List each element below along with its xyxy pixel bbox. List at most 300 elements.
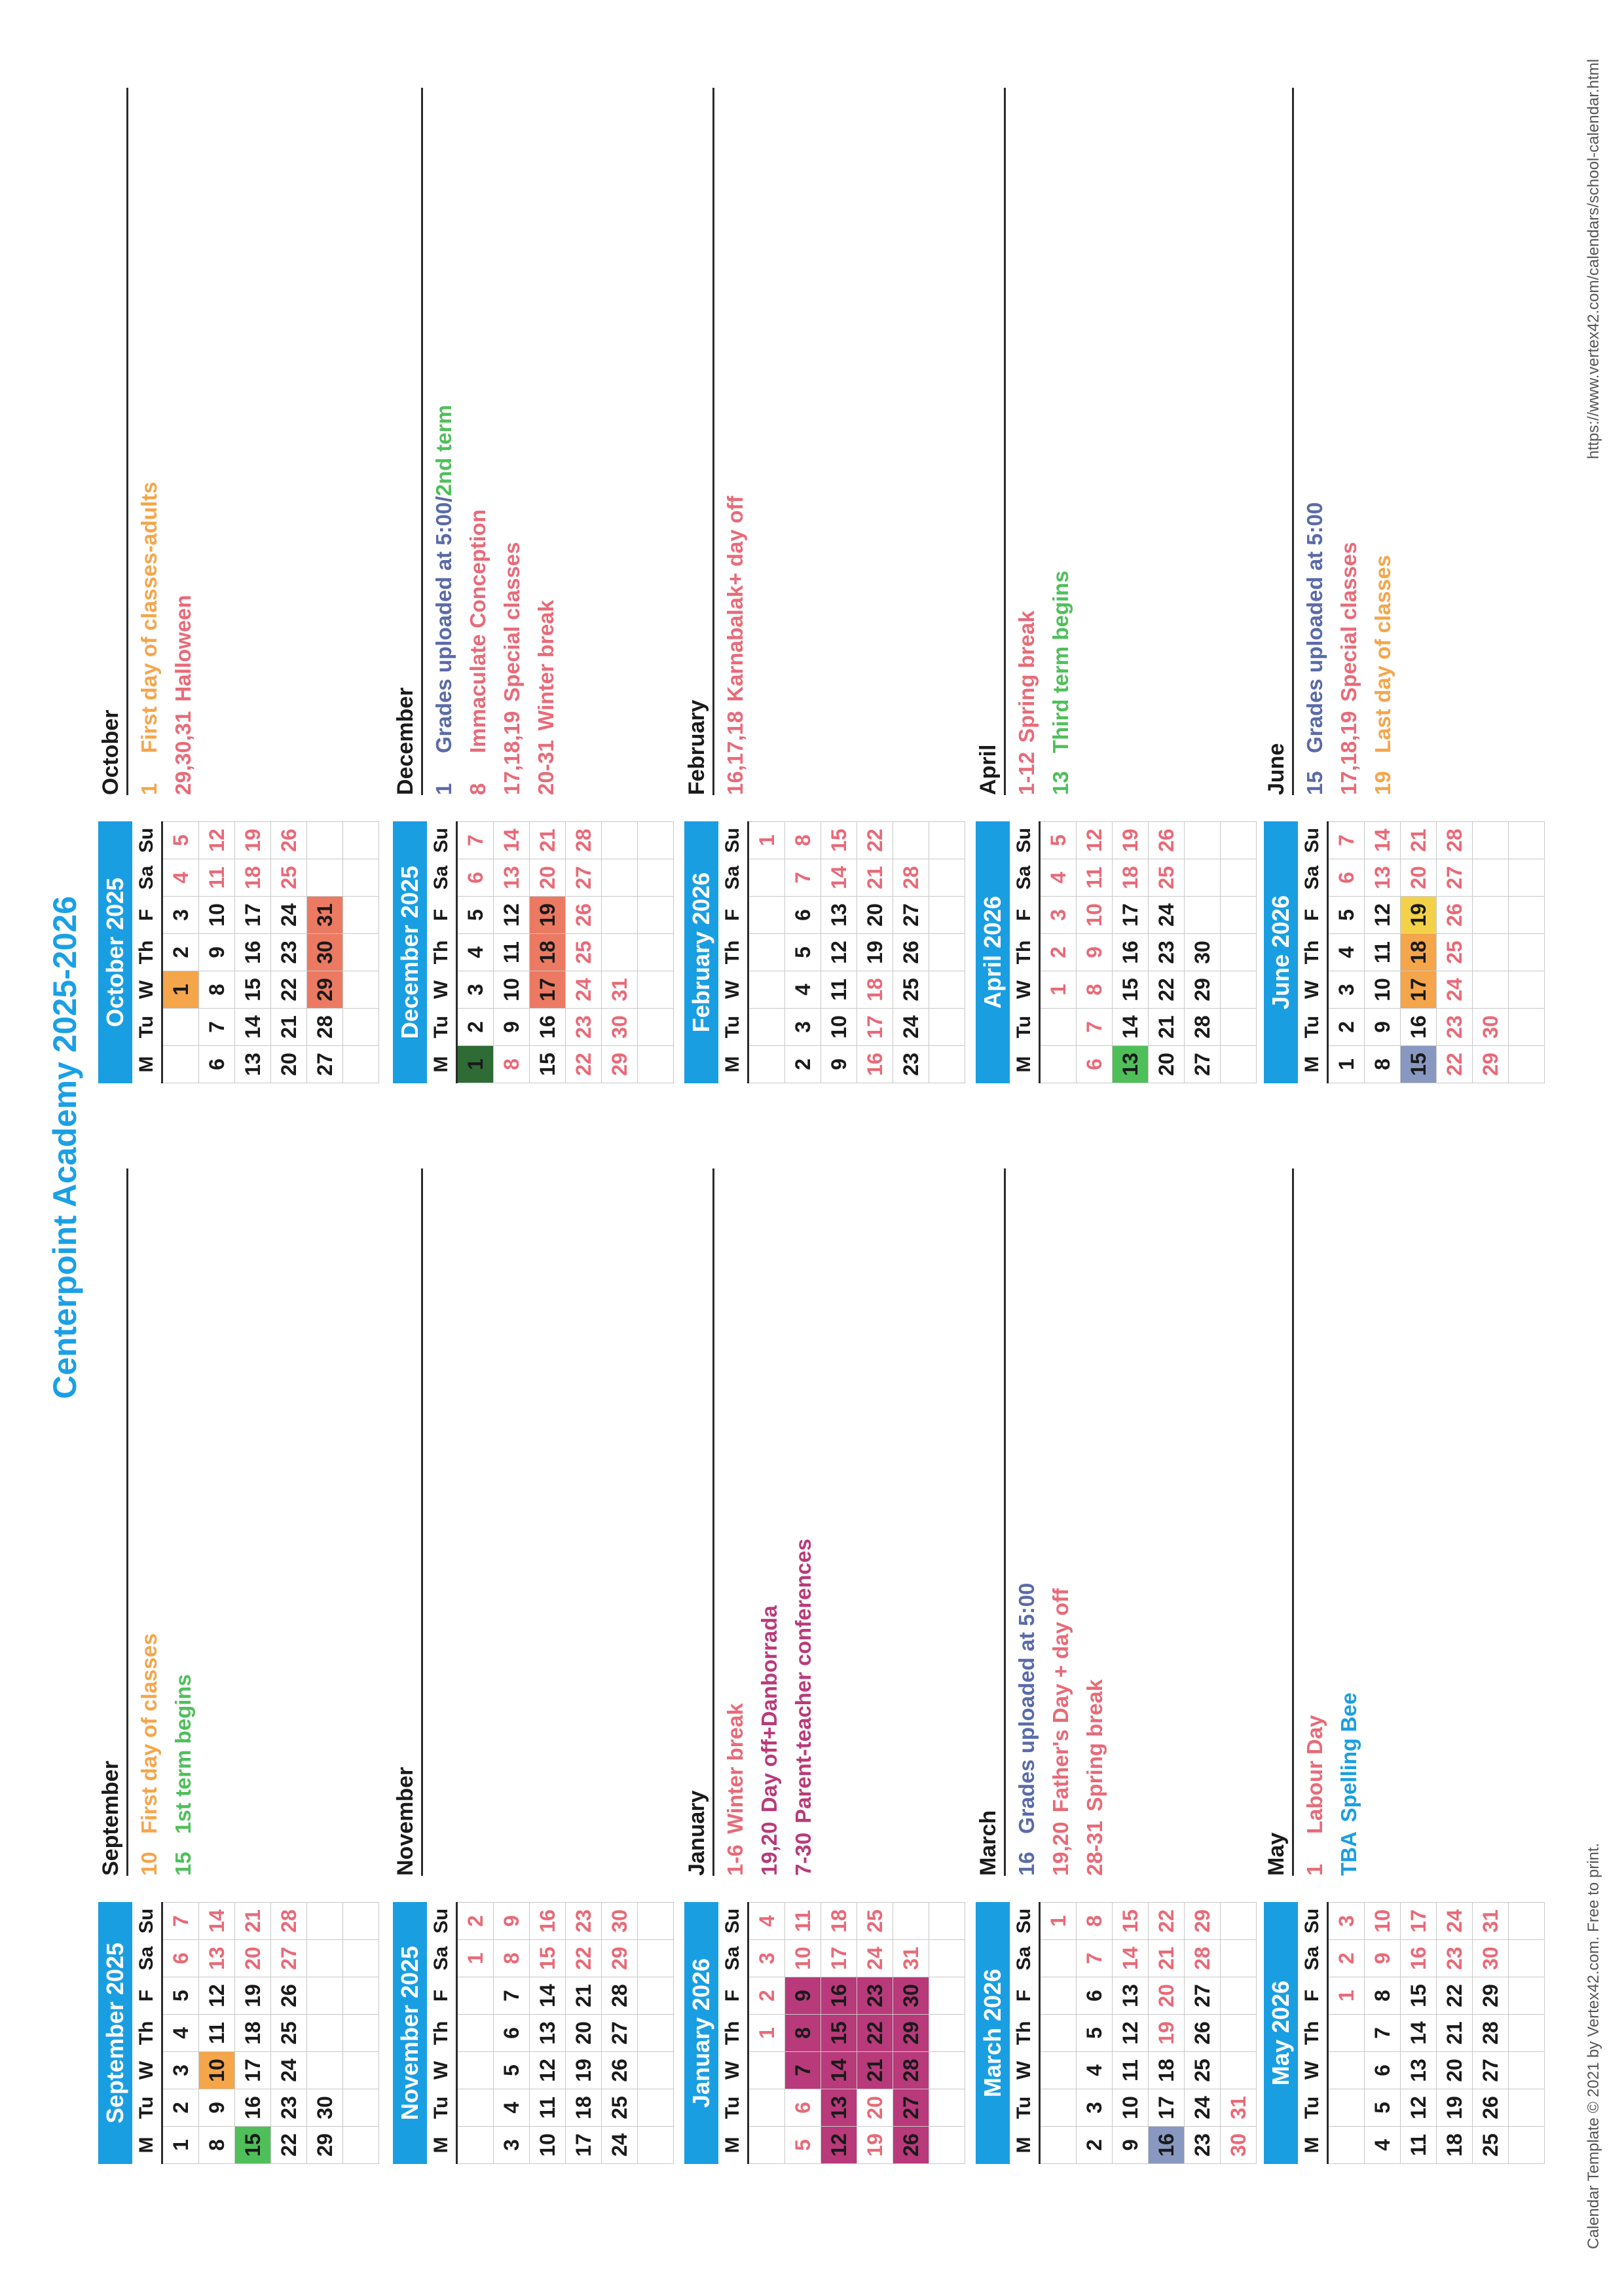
weekday-header: Tu (718, 2089, 748, 2127)
day-cell: 21 (235, 1903, 271, 1940)
day-cell (638, 897, 674, 934)
day-cell: 25 (893, 971, 929, 1009)
day-cell: 12 (821, 2127, 857, 2164)
weekday-header: Tu (1010, 2089, 1040, 2127)
calendar-jun (1264, 821, 1545, 1083)
day-cell: 4 (1077, 2052, 1113, 2089)
day-cell: 29 (602, 1046, 638, 1083)
day-cell (1040, 2089, 1077, 2127)
day-cell (602, 822, 638, 859)
month-notes-feb (684, 88, 752, 795)
day-cell: 6 (457, 859, 494, 897)
day-cell: 8 (1077, 971, 1113, 1009)
month-block-jun (1264, 35, 1552, 1083)
event-line (786, 1168, 821, 1876)
event-text: Winter break (534, 599, 558, 731)
day-cell: 5 (494, 2052, 530, 2089)
day-cell: 18 (857, 971, 893, 1009)
event-line (132, 1168, 166, 1876)
day-cell (1328, 2015, 1365, 2052)
day-cell: 25 (602, 2089, 638, 2127)
notes-month-label: November (393, 1168, 423, 1876)
day-cell: 27 (893, 2089, 929, 2127)
weekday-header: Su (1298, 822, 1328, 859)
day-cell (1221, 1940, 1257, 1977)
weekday-header: Su (132, 1903, 162, 1940)
day-cell: 13 (821, 897, 857, 934)
day-cell (602, 859, 638, 897)
event-line (752, 1168, 786, 1876)
day-cell (929, 1940, 965, 1977)
footer-url[interactable]: https://www.vertex42.com/calendars/school-calendar.html (1585, 59, 1602, 459)
day-cell: 21 (271, 1009, 307, 1046)
day-cell: 16 (1401, 1940, 1437, 1977)
event-text: Spring break (1014, 610, 1039, 743)
day-cell (1040, 1977, 1077, 2015)
day-cell (893, 1903, 929, 1940)
day-cell: 2 (1077, 2127, 1113, 2164)
day-cell: 16 (530, 1903, 566, 1940)
day-cell: 20 (1437, 2052, 1473, 2089)
day-cell: 30 (602, 1009, 638, 1046)
event-text: Spelling Bee (1337, 1692, 1361, 1823)
day-cell: 5 (1040, 822, 1077, 859)
day-cell (1328, 2089, 1365, 2127)
day-cell: 9 (199, 2089, 235, 2127)
day-cell (1221, 897, 1257, 934)
day-cell: 5 (785, 2127, 821, 2164)
day-cell (1509, 934, 1545, 971)
day-cell: 12 (199, 822, 235, 859)
weekday-header: Tu (1010, 1009, 1040, 1046)
month-notes-mar (976, 1168, 1112, 1876)
month-block-may (1264, 1116, 1552, 2164)
day-cell: 31 (307, 897, 343, 934)
day-cell: 6 (1365, 2052, 1401, 2089)
weekday-header: Th (427, 934, 457, 971)
day-cell: 20 (235, 1940, 271, 1977)
notes-month-label: April (976, 88, 1006, 795)
day-cell (638, 1903, 674, 1940)
day-cell: 20 (857, 897, 893, 934)
day-cell: 7 (1365, 2015, 1401, 2052)
day-cell: 14 (530, 1977, 566, 2015)
day-cell (1509, 1977, 1545, 2015)
event-line (461, 88, 495, 795)
day-cell: 18 (566, 2089, 602, 2127)
weekday-header: Tu (132, 1009, 162, 1046)
day-cell: 23 (1185, 2127, 1221, 2164)
weekday-header: F (718, 897, 748, 934)
day-cell: 14 (821, 2052, 857, 2089)
day-cell: 25 (1473, 2127, 1509, 2164)
event-date: 8 (466, 783, 490, 795)
weekday-header: F (1298, 1977, 1328, 2015)
day-cell (1040, 1009, 1077, 1046)
day-cell (748, 859, 785, 897)
day-cell: 4 (748, 1903, 785, 1940)
day-cell: 27 (1437, 859, 1473, 897)
day-cell: 9 (1113, 2127, 1149, 2164)
event-date: 13 (1048, 771, 1073, 795)
day-cell: 12 (1365, 897, 1401, 934)
day-cell: 22 (1149, 971, 1185, 1009)
event-text: Grades uploaded at 5:00 (1302, 502, 1327, 753)
day-cell: 26 (602, 2052, 638, 2089)
weekday-header: Su (132, 822, 162, 859)
event-line (427, 88, 461, 795)
day-cell: 3 (748, 1940, 785, 1977)
day-cell (343, 1009, 379, 1046)
day-cell: 3 (162, 897, 199, 934)
day-cell: 5 (1077, 2015, 1113, 2052)
weekday-header: W (718, 2052, 748, 2089)
day-cell: 15 (821, 2015, 857, 2052)
day-cell: 27 (566, 859, 602, 897)
weekday-header: W (132, 971, 162, 1009)
day-cell: 4 (785, 971, 821, 1009)
calendar-nov (393, 1902, 674, 2164)
day-cell: 14 (1113, 1940, 1149, 1977)
calendar-jan (684, 1902, 965, 2164)
day-cell: 1 (1328, 1046, 1365, 1083)
day-cell (1328, 2052, 1365, 2089)
day-cell: 25 (566, 934, 602, 971)
day-cell: 26 (893, 2127, 929, 2164)
day-cell: 8 (785, 2015, 821, 2052)
day-cell: 9 (1365, 1009, 1401, 1046)
day-cell: 19 (857, 934, 893, 971)
day-cell: 31 (893, 1940, 929, 1977)
day-cell: 13 (199, 1940, 235, 1977)
calendar-feb (684, 821, 965, 1083)
day-cell: 26 (1473, 2089, 1509, 2127)
day-cell: 20 (1149, 1977, 1185, 2015)
day-cell: 12 (199, 1977, 235, 2015)
day-cell: 4 (494, 2089, 530, 2127)
day-cell: 21 (857, 859, 893, 897)
event-date: 17,18,19 (1337, 711, 1361, 795)
day-cell: 18 (821, 1903, 857, 1940)
event-line (1332, 1168, 1366, 1876)
weekday-header: Th (1298, 2015, 1328, 2052)
day-cell (638, 1940, 674, 1977)
event-text: Father's Day + day off (1048, 1588, 1073, 1813)
day-cell: 11 (1365, 934, 1401, 971)
day-cell (638, 859, 674, 897)
day-cell: 11 (494, 934, 530, 971)
day-cell (343, 859, 379, 897)
month-block-dec (393, 35, 681, 1083)
day-cell: 2 (785, 1046, 821, 1083)
day-cell: 2 (1328, 1940, 1365, 1977)
weekday-header: F (1010, 897, 1040, 934)
day-cell (1221, 934, 1257, 971)
day-cell: 29 (893, 2015, 929, 2052)
day-cell: 6 (1328, 859, 1365, 897)
day-cell: 21 (530, 822, 566, 859)
event-date: 1 (1302, 1863, 1327, 1876)
day-cell: 22 (1149, 1903, 1185, 1940)
event-text: Labour Day (1302, 1715, 1327, 1834)
day-cell: 13 (1113, 1977, 1149, 2015)
month-notes-nov (393, 1168, 427, 1876)
day-cell: 25 (1149, 859, 1185, 897)
day-cell: 5 (162, 1977, 199, 2015)
day-cell (1509, 1903, 1545, 1940)
day-cell (748, 2089, 785, 2127)
day-cell: 17 (530, 971, 566, 1009)
day-cell: 18 (1149, 2052, 1185, 2089)
day-cell: 29 (1473, 1977, 1509, 2015)
weekday-header: M (1010, 2127, 1040, 2164)
day-cell: 8 (199, 971, 235, 1009)
day-cell: 26 (271, 822, 307, 859)
weekday-header: Su (1298, 1903, 1328, 1940)
day-cell (929, 822, 965, 859)
day-cell (1040, 2127, 1077, 2164)
month-title: January 2026 (684, 1902, 718, 2164)
day-cell (1221, 2015, 1257, 2052)
day-cell: 10 (530, 2127, 566, 2164)
day-cell: 25 (1437, 934, 1473, 971)
day-cell: 17 (1149, 2089, 1185, 2127)
weekday-header: Th (427, 2015, 457, 2052)
day-cell (1473, 971, 1509, 1009)
month-notes-jun (1264, 88, 1400, 795)
day-cell: 26 (566, 897, 602, 934)
month-title: February 2026 (684, 821, 718, 1083)
day-cell: 15 (821, 822, 857, 859)
day-cell (1185, 859, 1221, 897)
day-cell: 26 (893, 934, 929, 971)
day-cell: 23 (1149, 934, 1185, 971)
day-cell: 24 (1185, 2089, 1221, 2127)
day-cell: 30 (893, 1977, 929, 2015)
day-cell: 6 (199, 1046, 235, 1083)
event-date: 10 (137, 1852, 161, 1876)
day-cell: 21 (1149, 1009, 1185, 1046)
event-text: First day of classes (137, 1633, 161, 1834)
weekday-header: Tu (1298, 2089, 1328, 2127)
day-cell (638, 934, 674, 971)
day-cell: 2 (1040, 934, 1077, 971)
day-cell (343, 1903, 379, 1940)
day-cell: 10 (821, 1009, 857, 1046)
day-cell: 28 (566, 822, 602, 859)
day-cell: 8 (785, 822, 821, 859)
day-cell: 7 (785, 859, 821, 897)
day-cell: 16 (1149, 2127, 1185, 2164)
month-title: June 2026 (1264, 821, 1298, 1083)
day-cell: 2 (457, 1009, 494, 1046)
day-cell: 17 (1113, 897, 1149, 934)
day-cell: 25 (271, 2015, 307, 2052)
month-notes-oct (98, 88, 200, 795)
day-cell (638, 2015, 674, 2052)
day-cell: 28 (1185, 1009, 1221, 1046)
day-cell: 24 (1437, 971, 1473, 1009)
day-cell (162, 1009, 199, 1046)
day-cell: 17 (566, 2127, 602, 2164)
day-cell: 16 (235, 2089, 271, 2127)
event-text: Special classes (1337, 542, 1361, 702)
day-cell: 29 (602, 1940, 638, 1977)
day-cell: 25 (1185, 2052, 1221, 2089)
weekday-header: W (1298, 2052, 1328, 2089)
day-cell: 1 (457, 1940, 494, 1977)
month-title: December 2025 (393, 821, 427, 1083)
event-text: Grades uploaded at 5:00/ (432, 496, 456, 753)
weekday-header: Th (1010, 2015, 1040, 2052)
day-cell (929, 2015, 965, 2052)
day-cell: 19 (1401, 897, 1437, 934)
day-cell (1185, 822, 1221, 859)
weekday-header: Sa (132, 859, 162, 897)
calendar-apr (976, 821, 1257, 1083)
day-cell: 11 (1113, 2052, 1149, 2089)
day-cell: 23 (893, 1046, 929, 1083)
day-cell: 6 (1077, 1046, 1113, 1083)
event-date: TBA (1337, 1831, 1361, 1876)
event-date: 1 (432, 783, 456, 795)
day-cell: 23 (566, 1009, 602, 1046)
day-cell: 1 (1328, 1977, 1365, 2015)
day-cell: 8 (1365, 1046, 1401, 1083)
day-cell (1473, 822, 1509, 859)
day-cell (929, 1009, 965, 1046)
day-cell (307, 2015, 343, 2052)
day-cell: 10 (494, 971, 530, 1009)
day-cell: 28 (1437, 822, 1473, 859)
event-date: 19 (1371, 771, 1395, 795)
day-cell (1221, 1903, 1257, 1940)
day-cell (638, 1046, 674, 1083)
day-cell: 1 (162, 2127, 199, 2164)
event-date: 20-31 (534, 739, 558, 795)
day-cell: 2 (748, 1977, 785, 2015)
day-cell: 30 (307, 934, 343, 971)
day-cell: 8 (1077, 1903, 1113, 1940)
weekday-header: Su (718, 1903, 748, 1940)
day-cell: 28 (1185, 1940, 1221, 1977)
day-cell: 14 (1113, 1009, 1149, 1046)
event-text: 1st term begins (171, 1674, 195, 1834)
day-cell: 20 (530, 859, 566, 897)
day-cell: 7 (457, 822, 494, 859)
day-cell (1509, 897, 1545, 934)
day-cell (1185, 897, 1221, 934)
weekday-header: W (427, 971, 457, 1009)
day-cell (343, 971, 379, 1009)
day-cell (748, 1009, 785, 1046)
event-line (1010, 1168, 1044, 1876)
event-text: Winter break (723, 1703, 747, 1834)
day-cell (343, 2127, 379, 2164)
day-cell: 30 (1185, 934, 1221, 971)
day-cell: 23 (857, 1977, 893, 2015)
day-cell: 8 (199, 2127, 235, 2164)
weekday-header: Th (1298, 934, 1328, 971)
day-cell: 4 (1328, 934, 1365, 971)
day-cell (748, 2127, 785, 2164)
weekday-header: F (132, 1977, 162, 2015)
day-cell: 7 (785, 2052, 821, 2089)
day-cell: 24 (602, 2127, 638, 2164)
day-cell: 15 (1113, 971, 1149, 1009)
day-cell: 16 (1113, 934, 1149, 971)
day-cell: 1 (748, 822, 785, 859)
weekday-header: W (1010, 971, 1040, 1009)
day-cell (343, 1977, 379, 2015)
day-cell: 29 (1185, 971, 1221, 1009)
event-line (1366, 88, 1400, 795)
day-cell (748, 2052, 785, 2089)
day-cell: 2 (162, 934, 199, 971)
day-cell: 19 (530, 897, 566, 934)
day-cell: 28 (602, 1977, 638, 2015)
day-cell: 14 (1401, 2015, 1437, 2052)
day-cell: 7 (162, 1903, 199, 1940)
day-cell (1221, 822, 1257, 859)
day-cell: 13 (530, 2015, 566, 2052)
month-title: April 2026 (976, 821, 1010, 1083)
event-line (166, 88, 200, 795)
day-cell (343, 897, 379, 934)
day-cell: 29 (1473, 1046, 1509, 1083)
day-cell: 28 (893, 2052, 929, 2089)
day-cell (343, 934, 379, 971)
event-text-secondary: 2nd term (432, 405, 456, 496)
day-cell: 18 (235, 859, 271, 897)
weekday-header: W (1010, 2052, 1040, 2089)
day-cell: 16 (857, 1046, 893, 1083)
day-cell: 13 (494, 859, 530, 897)
calendar-dec (393, 821, 674, 1083)
month-title: May 2026 (1264, 1902, 1298, 2164)
day-cell: 4 (1365, 2127, 1401, 2164)
day-cell: 23 (566, 1903, 602, 1940)
day-cell: 22 (857, 2015, 893, 2052)
day-cell: 6 (162, 1940, 199, 1977)
day-cell: 17 (857, 1009, 893, 1046)
day-cell (1509, 2127, 1545, 2164)
month-notes-may (1264, 1168, 1366, 1876)
day-cell: 20 (1401, 859, 1437, 897)
day-cell: 9 (821, 1046, 857, 1083)
day-cell: 3 (494, 2127, 530, 2164)
event-line (495, 88, 529, 795)
day-cell: 26 (1149, 822, 1185, 859)
day-cell: 17 (1401, 971, 1437, 1009)
day-cell: 28 (271, 1903, 307, 1940)
weekday-header: M (718, 2127, 748, 2164)
day-cell: 11 (1401, 2127, 1437, 2164)
event-text: Parent-teacher conferences (791, 1539, 815, 1823)
weekday-header: M (427, 2127, 457, 2164)
day-cell: 18 (1113, 859, 1149, 897)
day-cell: 31 (1221, 2089, 1257, 2127)
day-cell: 29 (307, 971, 343, 1009)
day-cell: 20 (271, 1046, 307, 1083)
day-cell: 21 (857, 2052, 893, 2089)
day-cell (343, 822, 379, 859)
day-cell (638, 2089, 674, 2127)
weekday-header: Sa (718, 1940, 748, 1977)
weekday-header: Th (132, 2015, 162, 2052)
day-cell: 9 (494, 1903, 530, 1940)
day-cell: 23 (271, 934, 307, 971)
